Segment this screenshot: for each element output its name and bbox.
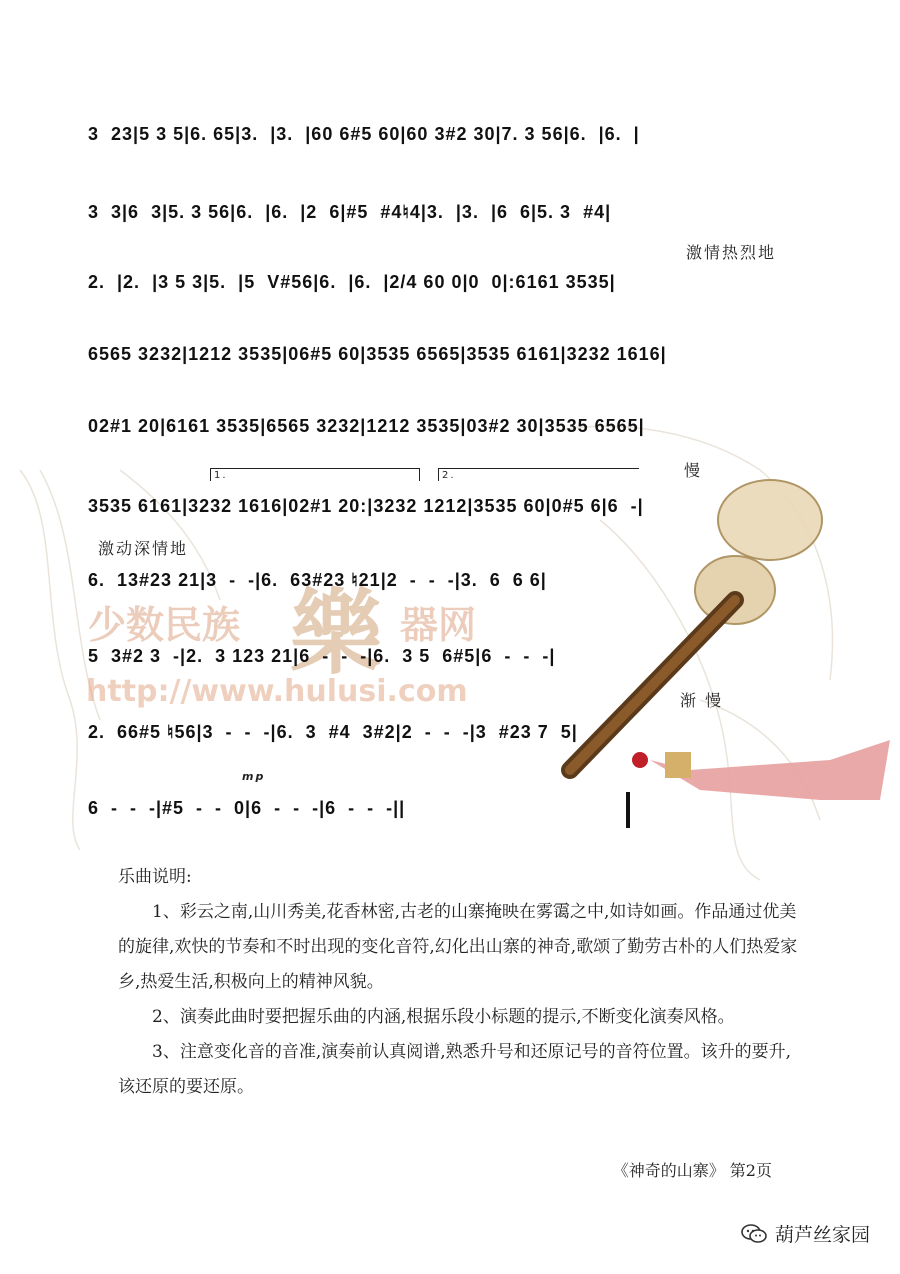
section-mark-2: 激动深情地 (98, 539, 189, 558)
volta-1-label: 1. (214, 470, 228, 481)
volta-2-label: 2. (442, 470, 456, 481)
score-line: 2. 66#5 ♮56|3 - - -|6. 3 #4 3#2|2 - - -|3 #23 7 5| (88, 722, 578, 742)
dynamic-mark: mp (242, 770, 266, 783)
score-row-3 (88, 262, 818, 302)
score-line: 5 3#2 3 -|2. 3 123 21|6 - - -|6. 3 5 6#5|6 - - -| (88, 646, 556, 666)
score-line: 02#1 20|6161 3535|6565 3232|1212 3535|03#2 30|3535 6565| (88, 416, 645, 436)
score-row-6 (88, 486, 818, 526)
notes-paragraph-1: 1、彩云之南,山川秀美,花香林密,古老的山寨掩映在雾霭之中,如诗如画。作品通过优美的旋律,欢快的节奏和不时出现的变化音符,幻化出山寨的神奇,歌颂了勤劳古朴的人们热爱家乡,热爱生活,积极向上的精神风貌。 (118, 902, 798, 992)
score-row-7 (88, 560, 818, 600)
tempo-gradual-slow-mark: 渐 慢 (680, 691, 724, 710)
score-line: 3 23|5 3 5|6. 65|3. |3. |60 6#5 60|60 3#2 30|7. 3 56|6. |6. | (88, 124, 640, 144)
tempo-slow-mark: 慢 (684, 461, 703, 480)
volta-2-bracket (438, 468, 639, 481)
watermark-site-suffix: 器网 (400, 602, 477, 647)
brand-name: 葫芦丝家园 (774, 1224, 870, 1246)
score-row-10 (88, 788, 818, 828)
notes-paragraph-2: 2、演奏此曲时要把握乐曲的内涵,根据乐段小标题的提示,不断变化演奏风格。 (152, 1007, 735, 1027)
score-row-1 (88, 114, 818, 154)
score-line: 6 - - -|#5 - - 0|6 - - -|6 - - -|| (88, 798, 406, 818)
notes-paragraph-3: 3、注意变化音的音准,演奏前认真阅谱,熟悉升号和还原记号的音符位置。该升的要升,该还原的要还原。 (118, 1042, 792, 1097)
watermark-site-name: 少数民族 (88, 602, 241, 647)
music-notes-section (118, 860, 798, 1105)
score-row-5 (88, 406, 818, 446)
score-row-8 (88, 636, 818, 676)
score-line: 6. 13#23 21|3 - -|6. 63#23 ♮21|2 - - -|3. 6 6 6| (88, 570, 547, 590)
final-barline (626, 792, 630, 828)
section-mark-1: 激情热烈地 (686, 243, 777, 262)
score-row-2 (88, 192, 818, 232)
score-row-9 (88, 712, 818, 752)
page-footer-label: 《神奇的山寨》 第2页 (612, 1161, 772, 1180)
volta-1-bracket (210, 468, 420, 481)
score-line: 6565 3232|1212 3535|06#5 60|3535 6565|3535 6161|3232 1616| (88, 344, 667, 364)
notes-heading: 乐曲说明: (118, 867, 192, 887)
score-line: 3 3|6 3|5. 3 56|6. |6. |2 6|#5 #4♮4|3. |3. |6 6|5. 3 #4| (88, 202, 612, 222)
watermark-url: http://www.hulusi.com (86, 674, 468, 709)
wechat-icon (741, 1223, 767, 1245)
brand-badge (741, 1220, 870, 1247)
score-row-4 (88, 334, 818, 374)
score-line: 2. |2. |3 5 3|5. |5 V#56|6. |6. |2/4 60 0|0 0|:6161 3535| (88, 272, 616, 292)
watermark-big-char: 樂 (290, 579, 383, 687)
score-line: 3535 6161|3232 1616|02#1 20:|3232 1212|3535 60|0#5 6|6 -| (88, 496, 644, 516)
